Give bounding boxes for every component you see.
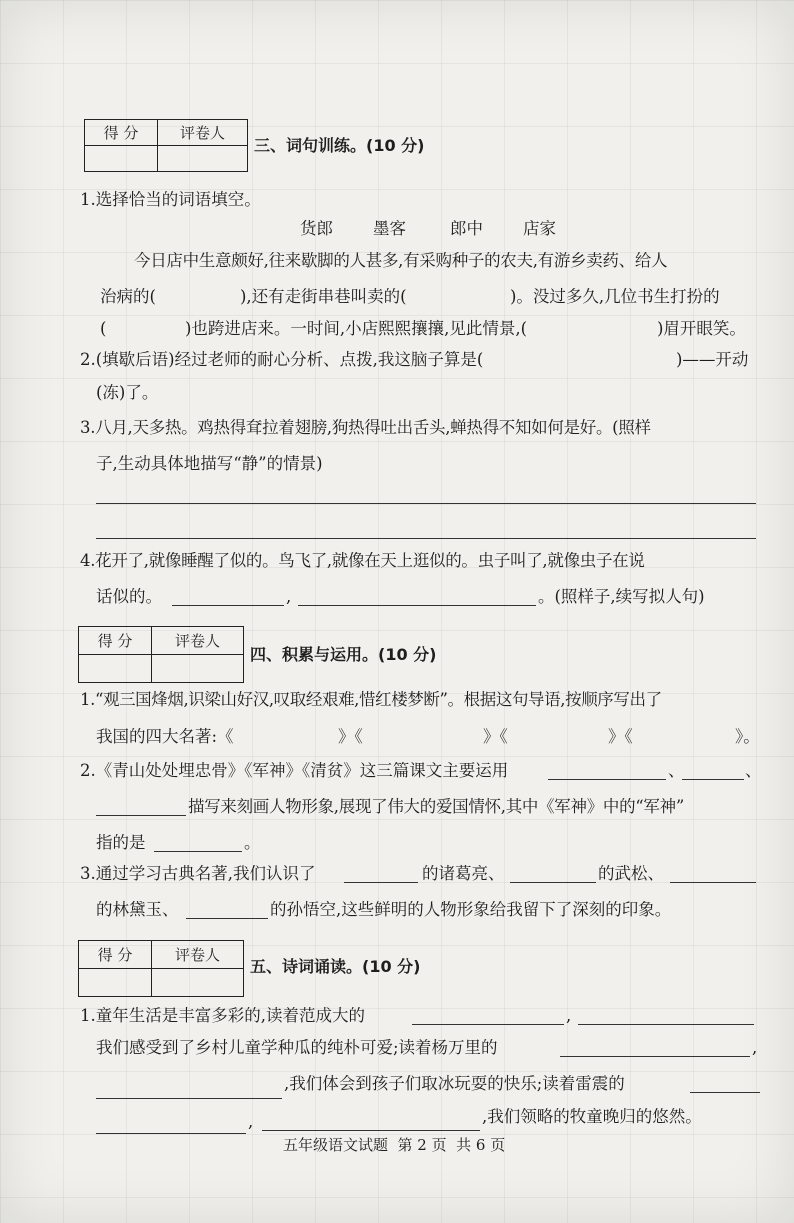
s4-q3-line1c: 的武松、	[598, 864, 664, 883]
s4-q3-line1a: 3.通过学习古典名著,我们认识了	[80, 864, 316, 883]
score-label: 得 分	[79, 627, 152, 655]
s4-q3-line2b: 的孙悟空,这些鲜明的人物形象给我留下了深刻的印象。	[270, 900, 672, 919]
s3-q1-option: 货郎	[300, 219, 333, 238]
s3-q1-line2c: )。没过多久,几位书生打扮的	[510, 287, 720, 306]
answer-line[interactable]	[670, 882, 756, 883]
score-label: 得 分	[79, 941, 152, 969]
s4-q1-end: 》。	[735, 727, 760, 746]
answer-line[interactable]	[344, 882, 418, 883]
s4-q1-sep: 》《	[608, 727, 633, 746]
s5-q1-line1b: ,	[566, 1006, 572, 1025]
s3-q1-line3b: )也跨进店来。一时间,小店熙熙攘攘,见此情景,(	[185, 319, 528, 338]
s3-q2-line2: (冻)了。	[96, 383, 159, 402]
section4-title: 四、积累与运用。(10 分)	[250, 645, 437, 664]
blank-answer[interactable]	[597, 321, 657, 339]
s5-q1-line2b: ,	[752, 1038, 758, 1057]
score-label: 得 分	[85, 120, 158, 146]
s3-q2-line1a: 2.(填歇后语)经过老师的耐心分析、点拨,我这脑子算是(	[80, 350, 484, 369]
s4-q1-sep: 》《	[338, 727, 363, 746]
s3-q4-line2b: ,	[286, 587, 292, 606]
s5-q1-line3a: ,我们体会到孩子们取冰玩耍的快乐;读着雷震的	[284, 1074, 625, 1093]
blank-answer[interactable]	[115, 321, 185, 339]
grader-label: 评卷人	[158, 120, 248, 146]
s4-q2-line1a: 2.《青山处处埋忠骨》《军神》《清贫》这三篇课文主要运用	[80, 761, 509, 780]
answer-line[interactable]	[548, 779, 666, 780]
s3-q4-line2a: 话似的。	[96, 587, 162, 606]
section3-title: 三、词句训练。(10 分)	[254, 136, 425, 155]
s4-q2-line3a: 指的是	[96, 833, 146, 852]
s4-q3-line2a: 的林黛玉、	[96, 900, 179, 919]
grader-label: 评卷人	[152, 941, 244, 969]
section5-title: 五、诗词诵读。(10 分)	[250, 957, 421, 976]
answer-line[interactable]	[96, 503, 756, 504]
answer-line[interactable]	[96, 1098, 282, 1099]
answer-line[interactable]	[96, 815, 186, 816]
s3-q4-line1: 4.花开了,就像睡醒了似的。鸟飞了,就像在天上逛似的。虫子叫了,就像虫子在说	[80, 551, 645, 570]
answer-line[interactable]	[96, 1133, 246, 1134]
s3-q1-line3a: (	[100, 319, 107, 338]
answer-line[interactable]	[186, 918, 268, 919]
s4-q2-comma: 、	[668, 761, 685, 780]
s5-q1-line4b: ,我们领略的牧童晚归的悠然。	[482, 1107, 702, 1126]
s5-q1-line4a: ,	[248, 1112, 254, 1131]
answer-line[interactable]	[412, 1024, 564, 1025]
s3-q3-line2: 子,生动具体地描写“静”的情景)	[96, 454, 323, 473]
answer-line[interactable]	[96, 538, 756, 539]
s5-q1-line2a: 我们感受到了乡村儿童学种瓜的纯朴可爱;读着杨万里的	[96, 1038, 498, 1057]
answer-line[interactable]	[298, 605, 536, 606]
grader-cell[interactable]	[152, 969, 244, 997]
s5-q1-line1a: 1.童年生活是丰富多彩的,读着范成大的	[80, 1006, 365, 1025]
answer-line[interactable]	[682, 779, 744, 780]
s3-q1-line2a: 治病的(	[100, 287, 156, 306]
s4-q2-comma: 、	[745, 761, 762, 780]
s3-q1-line3c: )眉开眼笑。	[657, 319, 746, 338]
answer-line[interactable]	[510, 882, 596, 883]
page-footer: 五年级语文试题 第 2 页 共 6 页	[283, 1136, 506, 1154]
answer-line[interactable]	[560, 1056, 750, 1057]
s3-q1-option: 郎中	[450, 219, 483, 238]
answer-line[interactable]	[154, 851, 242, 852]
s3-q1-line2b: ),还有走街串巷叫卖的(	[240, 287, 407, 306]
s3-q1-option: 墨客	[373, 219, 406, 238]
s3-q1-line1: 今日店中生意颇好,往来歇脚的人甚多,有采购种子的农夫,有游乡卖药、给人	[134, 251, 668, 270]
score-cell[interactable]	[79, 655, 152, 683]
s3-q3-line1: 3.八月,天多热。鸡热得耷拉着翅膀,狗热得吐出舌头,蝉热得不知如何是好。(照样	[80, 418, 651, 437]
s4-q1-line1: 1.“观三国烽烟,识梁山好汉,叹取经艰难,惜红楼梦断”。根据这句导语,按顺序写出了	[80, 690, 662, 709]
score-box-section4	[78, 626, 244, 683]
answer-line[interactable]	[172, 605, 284, 606]
grader-label: 评卷人	[152, 627, 244, 655]
s4-q2-line2: 描写来刻画人物形象,展现了伟大的爱国情怀,其中《军神》中的“军神”	[188, 797, 684, 816]
s4-q1-sep: 》《	[483, 727, 508, 746]
grader-cell[interactable]	[158, 146, 248, 172]
blank-answer[interactable]	[560, 352, 672, 370]
score-cell[interactable]	[79, 969, 152, 997]
s3-q1-option: 店家	[523, 219, 556, 238]
score-box-section3	[84, 119, 248, 172]
blank-answer[interactable]	[170, 289, 240, 307]
s3-q2-line1b: )——开动	[676, 350, 749, 369]
s3-q4-line2c: 。(照样子,续写拟人句)	[538, 587, 705, 606]
grader-cell[interactable]	[152, 655, 244, 683]
answer-line[interactable]	[690, 1092, 760, 1093]
s4-q3-line1b: 的诸葛亮、	[422, 864, 505, 883]
s3-q1-stem: 1.选择恰当的词语填空。	[80, 190, 261, 209]
score-box-section5	[78, 940, 244, 997]
score-cell[interactable]	[85, 146, 158, 172]
s4-q2-period: 。	[244, 833, 261, 852]
s4-q1-line2a: 我国的四大名著:《	[96, 727, 234, 746]
answer-line[interactable]	[262, 1130, 480, 1131]
blank-answer[interactable]	[445, 289, 510, 307]
answer-line[interactable]	[578, 1024, 754, 1025]
